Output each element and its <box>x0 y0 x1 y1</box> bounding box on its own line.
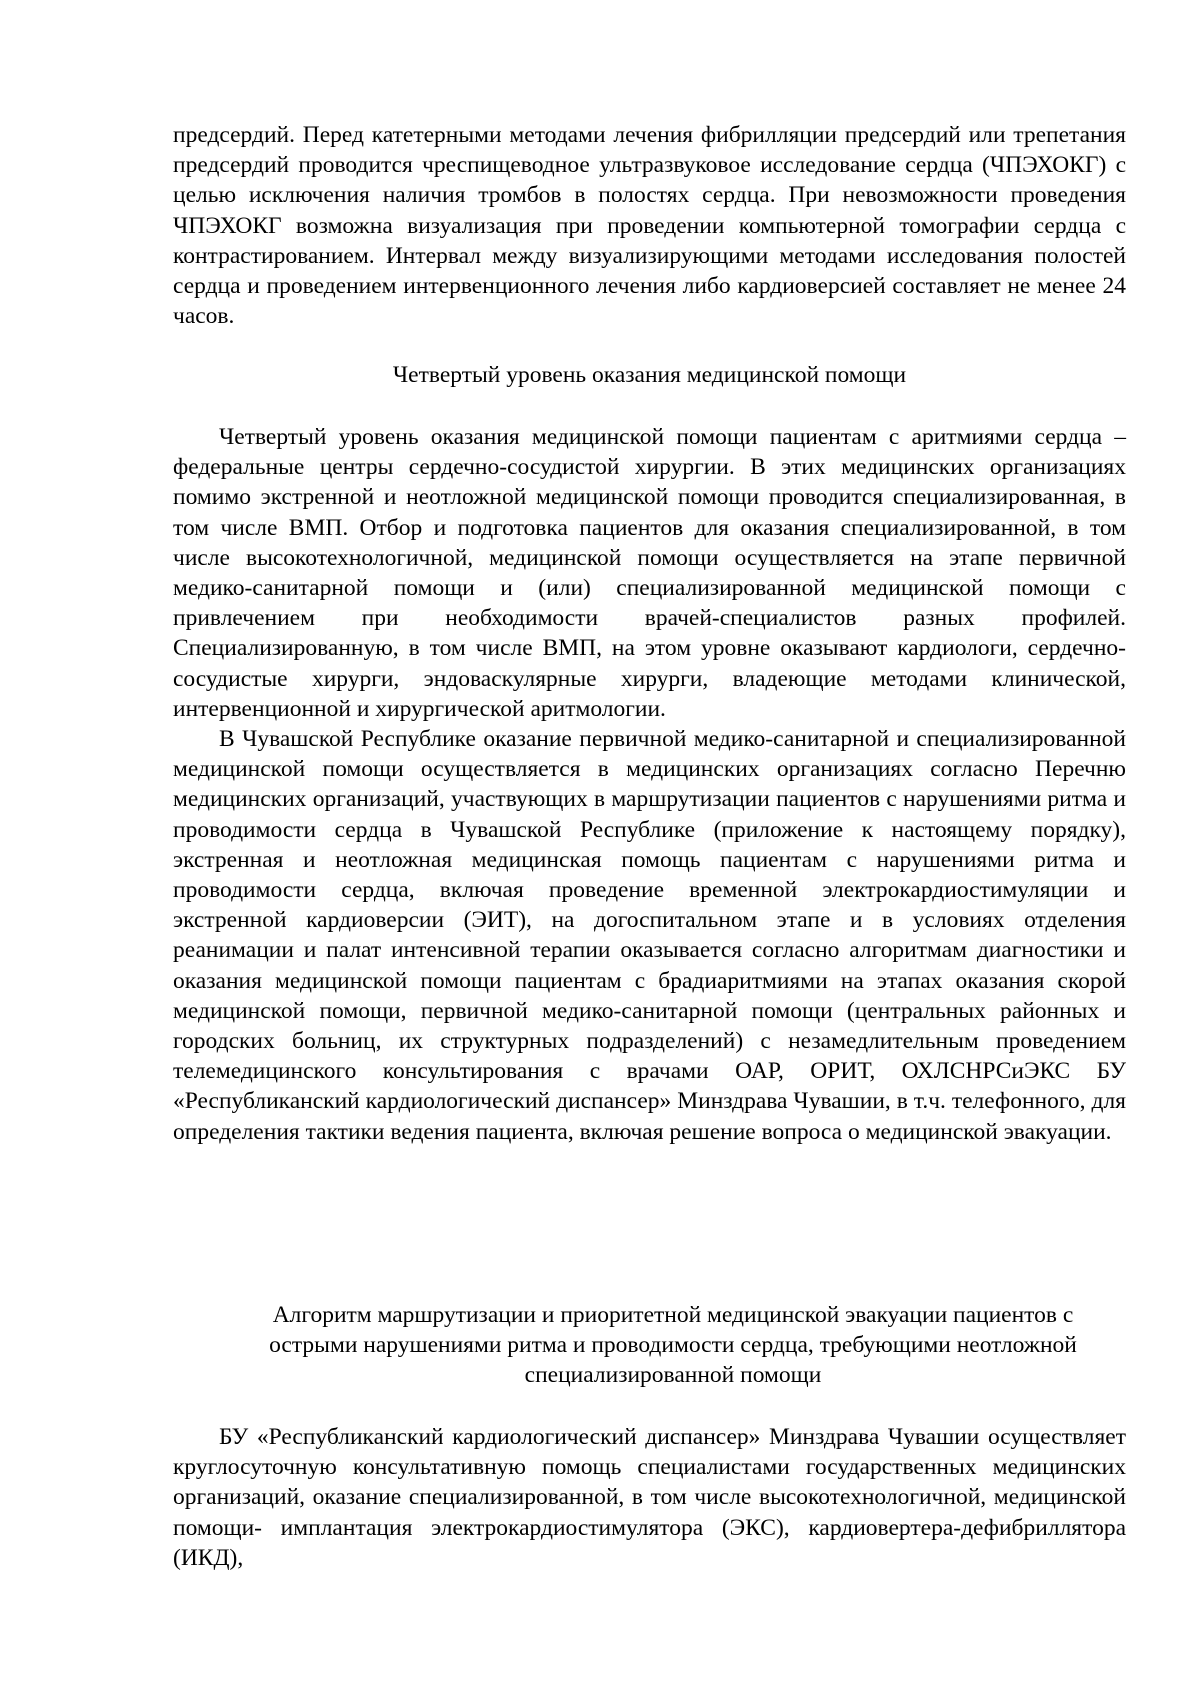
heading-line-3: специализированной помощи <box>524 1362 822 1389</box>
text-block-cardiology-dispensary <box>173 1422 1126 1573</box>
heading-line-1: Алгоритм маршрутизации и приоритетной медицинской эвакуации пациентов с <box>272 1302 1074 1328</box>
paragraph-chuvash-republic: В Чувашской Республике оказание первичной медико-санитарной и специализированной медицинской помощи осуществляется в медицинских организациях согласно Перечню медицинских организаций, участвующих в маршрутизации пациентов с нарушениями ритма и проводимости сердца в Чувашской Республике (приложение к настоящему порядку), экстренная и неотложная медицинская помощь пациентам с нарушениями ритма и проводимости сердца, включая проведение временной электрокардиостимуляции и экстренной кардиоверсии (ЭИТ), на догоспитальном этапе и в условиях отделения реанимации и палат интенсивной терапии оказывается согласно алгоритмам диагностики и оказания медицинской помощи пациентам с брадиаритмиями на этапах оказания скорой медицинской помощи, первичной медико-санитарной помощи (центральных районных и городских больниц, их структурных подразделений) с незамедлительным проведением телемедицинского консультирования с врачами ОАР, ОРИТ, ОХЛСНРСиЭКС БУ «Республиканский кардиологический диспансер» Минздрава Чувашии, в т.ч. телефонного, для определения тактики ведения пациента, включая решение вопроса о медицинской эвакуации. <box>173 726 1126 1145</box>
section-heading-fourth-level: Четвертый уровень оказания медицинской помощи <box>392 362 907 388</box>
paragraph-consultative-help: БУ «Республиканский кардиологический диспансер» Минздрава Чувашии осуществляет круглосуточную консультативную помощь специалистами государственных медицинских организаций, оказание специализированной, в том числе высокотехнологичной, медицинской помощи- имплантация электрокардиостимулятора (ЭКС), кардиовертера-дефибриллятора (ИКД), <box>173 1424 1126 1571</box>
section-heading-routing-algorithm <box>173 1300 1173 1391</box>
text-block-fourth-level <box>173 422 1126 1147</box>
paragraph-federal-centers: Четвертый уровень оказания медицинской помощи пациентам с аритмиями сердца –федеральные центры сердечно-сосудистой хирургии. В этих медицинских организациях помимо экстренной и неотложной медицинской помощи проводится специализированная, в том числе ВМП. Отбор и подготовка пациентов для оказания специализированной, в том числе высокотехнологичной, медицинской помощи осуществляется на этапе первичной медико-санитарной помощи и (или) специализированной медицинской помощи с привлечением при необходимости врачей-специалистов разных профилей. Специализированную, в том числе ВМП, на этом уровне оказывают кардиологи, сердечно-сосудистые хирурги, эндоваскулярные хирурги, владеющие методами клинической, интервенционной и хирургической аритмологии. <box>173 424 1126 722</box>
paragraph-tee-before-ablation: предсердий. Перед катетерными методами лечения фибрилляции предсердий или трепетания предсердий проводится чреспищеводное ультразвуковое исследование сердца (ЧПЭХОКГ) с целью исключения наличия тромбов в полостях сердца. При невозможности проведения ЧПЭХОКГ возможна визуализация при проведении компьютерной томографии сердца с контрастированием. Интервал между визуализирующими методами исследования полостей сердца и проведением интервенционного лечения либо кардиоверсией составляет не менее 24 часов. <box>173 122 1126 330</box>
text-block-atrial-fibrillation <box>173 120 1126 331</box>
heading-line-2: острыми нарушениями ритма и проводимости сердца, требующими неотложной <box>269 1332 1077 1359</box>
